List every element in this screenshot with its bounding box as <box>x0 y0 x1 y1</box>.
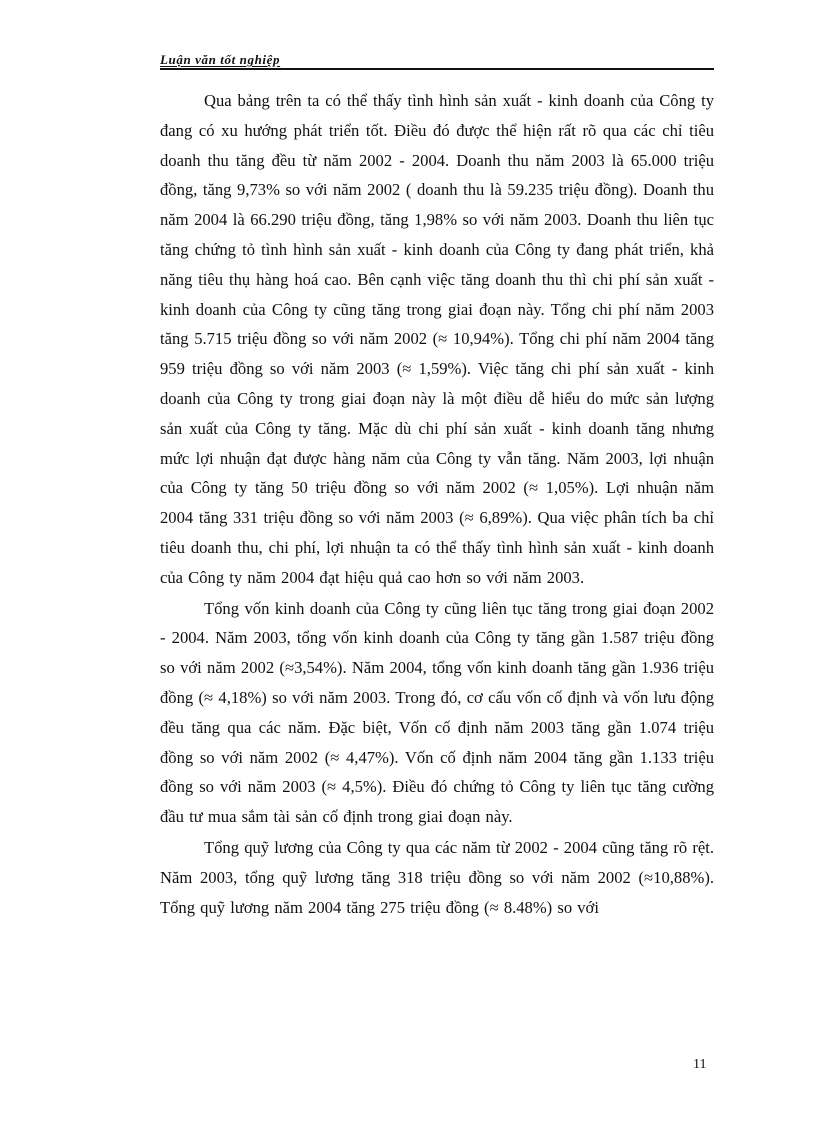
body-text <box>160 86 714 923</box>
paragraph-wage-fund-analysis: Tổng quỹ lương của Công ty qua các năm từ 2002 - 2004 cũng tăng rõ rệt. Năm 2003, tổng quỹ lương tăng 318 triệu đồng so với năm 2002 (≈10,88%). Tổng quỹ lương năm 2004 tăng 275 triệu đồng (≈ 8.48%) so với <box>160 837 714 917</box>
header-rule <box>160 68 714 70</box>
paragraph-revenue-analysis: Qua bảng trên ta có thể thấy tình hình sản xuất - kinh doanh của Công ty đang có xu hướng phát triển tốt. Điều đó được thể hiện rất rõ qua các chỉ tiêu doanh thu tăng đều từ năm 2002 - 2004. Doanh thu năm 2003 là 65.000 triệu đồng, tăng 9,73% so với năm 2002 ( doanh thu là 59.235 triệu đồng). Doanh thu năm 2004 là 66.290 triệu đồng, tăng 1,98% so với năm 2003. Doanh thu liên tục tăng chứng tỏ tình hình sản xuất - kinh doanh của Công ty đang phát triển, khả năng tiêu thụ hàng hoá cao. Bên cạnh việc tăng doanh thu thì chi phí sản xuất - kinh doanh của Công ty cũng tăng trong giai đoạn này. Tổng chi phí năm 2003 tăng 5.715 triệu đồng so với năm 2002 (≈ 10,94%). Tổng chi phí năm 2004 tăng 959 triệu đồng so với năm 2003 (≈ 1,59%). Việc tăng chi phí sản xuất - kinh doanh của Công ty trong giai đoạn này là một điều dễ hiểu do mức sản lượng sản xuất của Công ty tăng. Mặc dù chi phí sản xuất - kinh doanh tăng nhưng mức lợi nhuận đạt được hàng năm của Công ty vẫn tăng. Năm 2003, lợi nhuận của Công ty tăng 50 triệu đồng so với năm 2002 (≈ 1,05%). Lợi nhuận năm 2004 tăng 331 triệu đồng so với năm 2003 (≈ 6,89%). Qua việc phân tích ba chỉ tiêu doanh thu, chi phí, lợi nhuận ta có thể thấy tình hình sản xuất - kinh doanh của Công ty năm 2004 đạt hiệu quả cao hơn so với năm 2003. <box>160 91 714 587</box>
header-title: Luận văn tốt nghiệp <box>160 52 281 67</box>
page-header <box>160 46 714 70</box>
paragraph-capital-analysis: Tổng vốn kinh doanh của Công ty cũng liên tục tăng trong giai đoạn 2002 - 2004. Năm 2003, tổng vốn kinh doanh của Công ty tăng gần 1.587 triệu đồng so với năm 2002 (≈3,54%). Năm 2004, tổng vốn kinh doanh tăng gần 1.936 triệu đồng (≈ 4,18%) so với năm 2003. Trong đó, cơ cấu vốn cố định và vốn lưu động đều tăng qua các năm. Đặc biệt, Vốn cố định năm 2003 tăng gần 1.074 triệu đồng so với năm 2002 (≈ 4,47%). Vốn cố định năm 2004 tăng gần 1.133 triệu đồng so với năm 2003 (≈ 4,5%). Điều đó chứng tỏ Công ty liên tục tăng cường đầu tư mua sắm tài sản cố định trong giai đoạn này. <box>160 598 714 827</box>
page-number: 11 <box>693 1057 707 1072</box>
